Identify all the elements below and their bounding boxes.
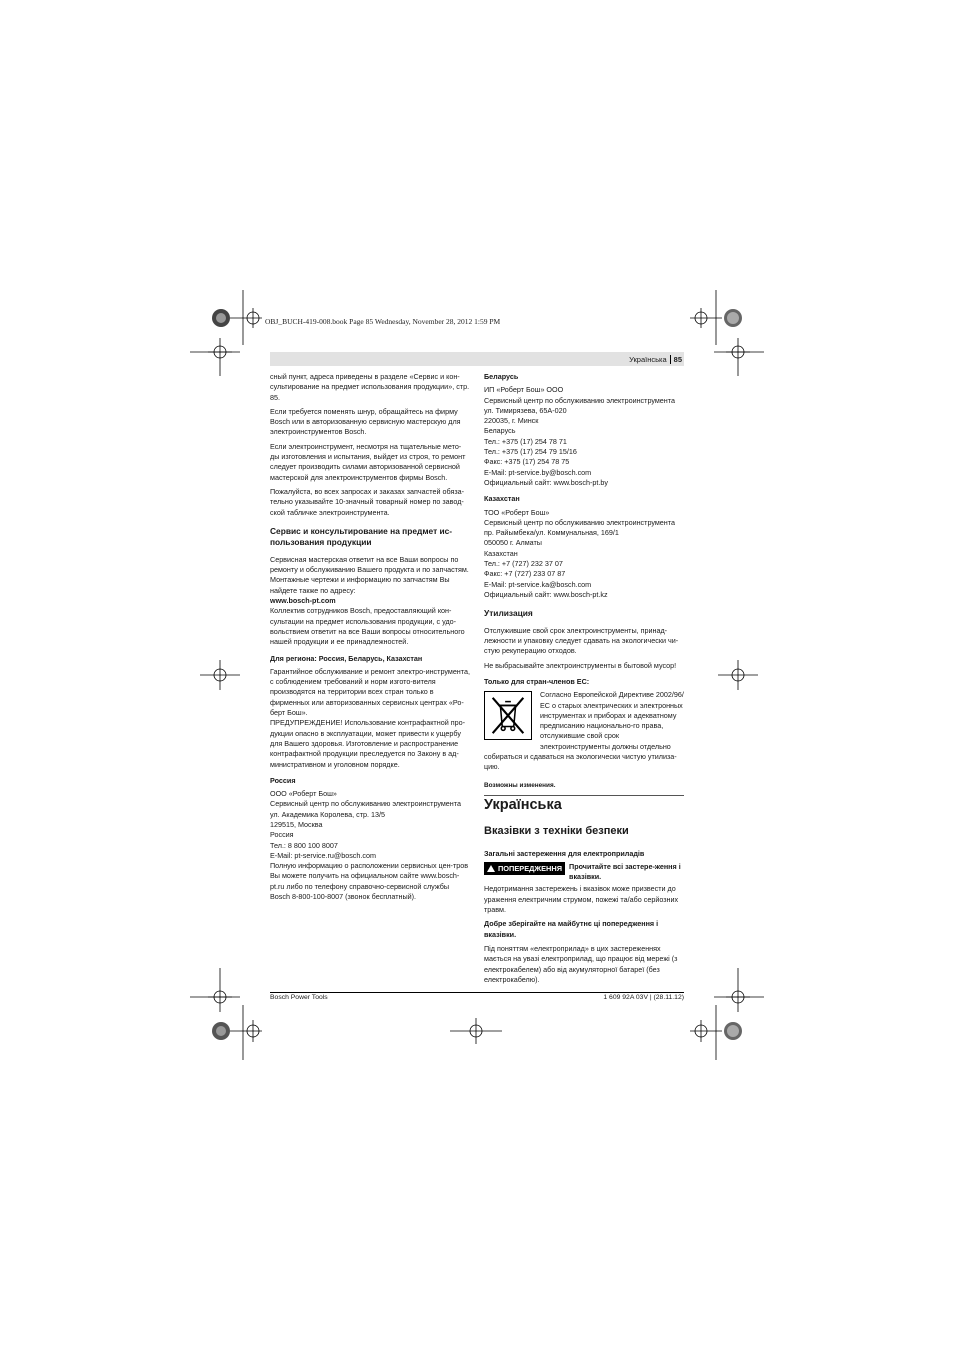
address-line: Официальный сайт: www.bosch-pt.kz bbox=[484, 589, 608, 599]
belarus-address bbox=[484, 385, 684, 488]
address-line: пр. Райымбека/ул. Коммунальная, 169/1 bbox=[484, 528, 619, 538]
service-heading: Сервис и консультирование на предмет ис-пользования продукции bbox=[270, 525, 453, 548]
kazakhstan-heading: Казахстан bbox=[484, 494, 520, 504]
paragraph: Отслужившие свой срок электроинструменты, принад-лежности и упаковку следует сдавать на экологически чи-стую рекуперацию отходов. bbox=[484, 625, 679, 656]
header-bar bbox=[270, 352, 684, 366]
warning-text: Прочитайте всі застере-ження і вказівки. bbox=[569, 862, 681, 881]
address-line: Казахстан bbox=[484, 548, 518, 558]
address-line: Россия bbox=[270, 830, 294, 840]
address-line: Факс: +7 (727) 233 07 87 bbox=[484, 569, 566, 579]
paragraph: Согласно Европейской Директиве 2002/96/ЕС о старых электрических и электронных инструментах и приборах и адекватному предписанию национально-го права, отслужившие свой срок электроинструменты должны отдельно собираться и сдаваться на экологически чистую утилиза-цию. bbox=[484, 690, 684, 772]
general-warnings-heading: Загальні застереження для електроприладів bbox=[484, 849, 645, 858]
address-line: Сервисный центр по обслуживанию электроинструмента bbox=[484, 395, 675, 405]
column-right bbox=[484, 372, 684, 794]
warning-icon bbox=[487, 865, 495, 872]
paragraph: Добре зберігайте на майбутнє ці попередження і вказівки. bbox=[484, 919, 659, 939]
address-line: 220035, г. Минск bbox=[484, 416, 539, 426]
russia-address bbox=[270, 789, 470, 861]
address-line: E-Mail: pt-service.ru@bosch.com bbox=[270, 850, 376, 860]
warning-row bbox=[484, 862, 684, 881]
address-line: ИП «Роберт Бош» ООО bbox=[484, 385, 564, 395]
paragraph: Під поняттям «електроприлад» в цих застереженнях мається на увазі електроприлад, що працює від мережі (з електрокабелем) або від акумуляторної батареї (без електрокабелю). bbox=[484, 943, 678, 984]
running-header bbox=[629, 355, 682, 364]
address-line: 050050 г. Алматы bbox=[484, 538, 542, 548]
footer-right: 1 609 92A 03V | (28.11.12) bbox=[603, 994, 684, 1001]
address-line: Факс: +375 (17) 254 78 75 bbox=[484, 457, 570, 467]
footer-rule bbox=[270, 992, 684, 993]
address-line: 129515, Москва bbox=[270, 819, 323, 829]
address-line: Сервисный центр по обслуживанию электроинструмента bbox=[270, 799, 461, 809]
website-link[interactable]: www.bosch-pt.com bbox=[270, 596, 336, 606]
paragraph: сный пункт, адреса приведены в разделе «Сервис и кон-сультирование на предмет использования продукции», стр. 85. bbox=[270, 372, 470, 402]
paragraph: Если требуется поменять шнур, обращайтесь на фирму Bosch или в авторизованную сервисную мастерскую для электроинструментов Bosch. bbox=[270, 406, 461, 437]
region-heading: Для региона: Россия, Беларусь, Казахстан bbox=[270, 653, 423, 663]
paragraph: Гарантийное обслуживание и ремонт электро-инструмента, с соблюдением требований и норм изгото-вителя производятся на территории всех стран только в фирменных или авторизованных сервисных центрах «Ро-берт Бош». bbox=[270, 666, 470, 718]
address-line: Тел.: +375 (17) 254 79 15/16 bbox=[484, 447, 577, 457]
kazakhstan-address bbox=[484, 508, 684, 601]
warning-badge-label: ПОПЕРЕДЖЕННЯ bbox=[498, 864, 563, 874]
address-line: Тел.: +375 (17) 254 78 71 bbox=[484, 436, 567, 446]
paragraph: Сервисная мастерская ответит на все Ваши вопросы по ремонту и обслуживанию Вашего продукта и по запчастям. Монтажные чертежи и информацию по запчастям Вы найдете также по адресу: bbox=[270, 554, 469, 595]
paragraph: Пожалуйста, во всех запросах и заказах запчастей обяза-тельно указывайте 10-значный товарный номер по завод-ской табличке электроинструмента. bbox=[270, 486, 465, 517]
address-line: ул. Тимирязева, 65А-020 bbox=[484, 405, 567, 415]
address-line: ООО «Роберт Бош» bbox=[270, 789, 337, 799]
address-line: Сервисный центр по обслуживанию электроинструмента bbox=[484, 517, 675, 527]
paragraph: Полную информацию о расположении сервисных цен-тров Вы можете получить на официальном сайте www.bosch-pt.ru либо по телефону справочно-сервисной службы Bosch 8-800-100-8007 (звонок бесплатный). bbox=[270, 861, 469, 902]
paragraph: ПРЕДУПРЕЖДЕНИЕ! Использование контрафактной про-дукции опасно в эксплуатации, может привести к ущербу для Вашего здоровья. Изготовление и распространение контрафактной продукции преследуется по Закону в ад-министративном и уголовном порядке. bbox=[270, 718, 465, 769]
address-line: ТОО «Роберт Бош» bbox=[484, 507, 550, 517]
safety-subtitle: Вказівки з техніки безпеки bbox=[484, 825, 629, 837]
column-left bbox=[270, 372, 470, 906]
address-line: Тел.: 8 800 100 8007 bbox=[270, 840, 338, 850]
section-divider bbox=[484, 795, 684, 796]
paragraph: Если электроинструмент, несмотря на тщательные мето-ды изготовления и испытания, выйдет из строя, то ремонт следует производить силами авторизованной сервисной мастерской для электроинструментов фирмы Bosch. bbox=[270, 441, 466, 482]
address-line: E-Mail: pt-service.by@bosch.com bbox=[484, 467, 592, 477]
print-slug: OBJ_BUCH-419-008.book Page 85 Wednesday, November 28, 2012 1:59 PM bbox=[265, 317, 501, 326]
belarus-heading: Беларусь bbox=[484, 372, 519, 381]
changes-note: Возможны изменения. bbox=[484, 781, 556, 789]
header-language: Українська bbox=[629, 355, 667, 364]
address-line: Официальный сайт: www.bosch-pt.by bbox=[484, 477, 608, 487]
disposal-heading: Утилизация bbox=[484, 608, 533, 619]
footer-left: Bosch Power Tools bbox=[270, 994, 328, 1001]
paragraph: Коллектив сотрудников Bosch, предоставляющий кон-сультации на предмет использования продукции, с удо-вольствием ответит на все Ваши вопросы относительного нашей продукции и ее принадлежностей. bbox=[270, 606, 465, 647]
language-title: Українська bbox=[484, 797, 562, 813]
paragraph: Не выбрасывайте электроинструменты в бытовой мусор! bbox=[484, 660, 677, 670]
ukr-section bbox=[484, 849, 684, 989]
paragraph: Недотримання застережень і вказівок може призвести до ураження електричним струмом, пожежі та/або серйозних травм. bbox=[484, 884, 679, 915]
page-number: 85 bbox=[670, 355, 682, 364]
address-line: ул. Академика Королева, стр. 13/5 bbox=[270, 809, 385, 819]
russia-heading: Россия bbox=[270, 775, 296, 785]
address-line: Беларусь bbox=[484, 426, 516, 436]
address-line: Тел.: +7 (727) 232 37 07 bbox=[484, 559, 563, 569]
crossed-bin-icon bbox=[484, 691, 532, 740]
weee-block bbox=[484, 690, 684, 772]
eu-heading: Только для стран-членов ЕС: bbox=[484, 676, 590, 686]
warning-badge bbox=[484, 862, 565, 875]
address-line: E-Mail: pt-service.ka@bosch.com bbox=[484, 579, 592, 589]
